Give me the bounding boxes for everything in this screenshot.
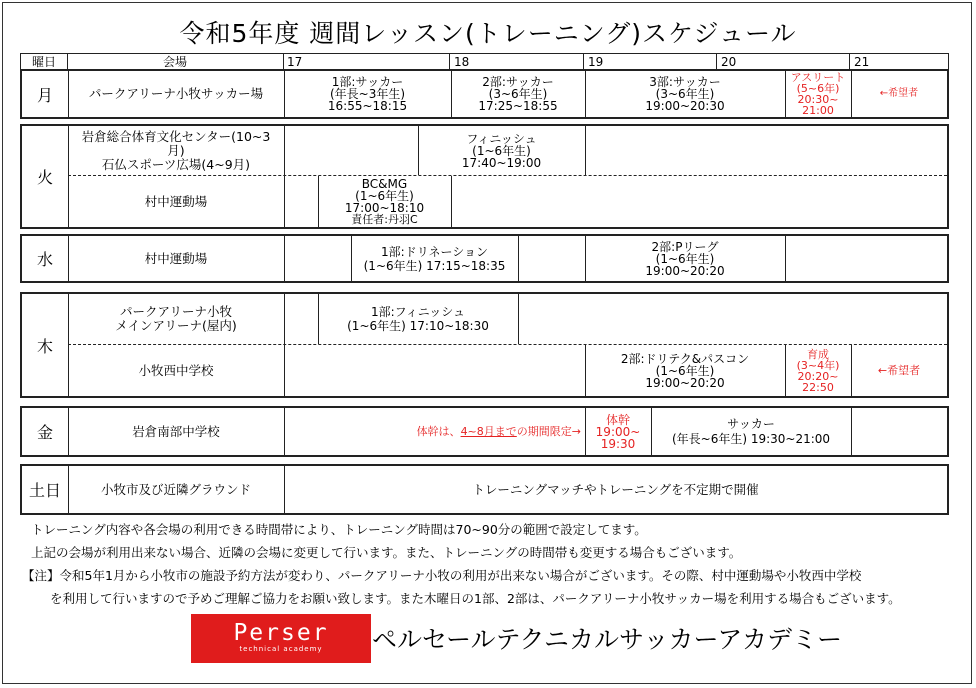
tuesday-bcmg: BC&MG (1~6年生) 17:00~18:10 責任者:丹羽C [344,176,425,226]
monday-block [20,69,949,119]
tuesday-finish: フィニッシュ (1~6年生) 17:40~19:00 [461,131,542,170]
note-4: を利用して行いますので予めご理解ご協力をお願い致します。また木曜日の1部、2部は、パークアリーナ小牧サッカー場を利用する場合もございます。 [50,591,901,606]
friday-taikan: 体幹 19:00~ 19:30 [595,412,641,451]
wednesday-label: 水 [36,250,53,269]
thursday-venue-b: 小牧西中学校 [138,362,214,378]
monday-hope-note: ←希望者 [879,88,919,99]
header-hour-20: 20 [717,54,850,69]
schedule-header [20,53,949,70]
friday-venue: 岩倉南部中学校 [132,423,220,439]
page-title: 令和5年度 週間レッスン(トレーニング)スケジュール [179,19,797,48]
thursday-hope-note: ←希望者 [877,363,921,377]
wednesday-session-1: 1部:ドリネーション (1~6年生) 17:15~18:35 [363,244,506,273]
monday-session-2: 2部:サッカー (3~6年生) 17:25~18:55 [478,75,558,113]
wednesday-block [20,234,949,283]
thursday-label: 木 [36,336,53,356]
header-hour-17: 17 [283,54,450,69]
note-3: 【注】令和5年1月から小牧市の施設予約方法が変わり、パークアリーナ小牧の利用が出来ない場合がございます。その際、村中運動場や小牧西中学校 [22,568,862,583]
wednesday-venue: 村中運動場 [144,250,208,266]
thursday-session-2: 2部:ドリテク&パスコン (1~6年生) 19:00~20:20 [620,351,750,390]
friday-label: 金 [36,423,53,442]
monday-venue: パークアリーナ小牧サッカー場 [88,86,264,101]
wednesday-session-2: 2部:Pリーグ (1~6年生) 19:00~20:20 [645,239,725,278]
weekend-venue: 小牧市及び近隣グラウンド [100,481,251,497]
header-day: 曜日 [21,54,68,69]
monday-session-1: 1部:サッカー (年長~3年生) 16:55~18:15 [327,75,408,113]
tuesday-block [20,124,949,229]
friday-limit-note: 体幹は、 4~8月まで の期間限定→ [416,424,581,438]
weekend-text: トレーニングマッチやトレーニングを不定期で開催 [472,481,759,497]
thursday-ikusei: 育成 (3~4年) 20:20~ 22:50 [796,347,840,394]
monday-athlete: アスリート (5~6年) 20:30~ 21:00 [790,71,846,117]
note-1: トレーニング内容や各会場の利用できる時間帯により、トレーニング時間は70~90分の範囲で設定してます。 [31,522,647,537]
thursday-venue-a: パークアリーナ小牧 メインアリーナ(屋内) [115,304,237,333]
friday-block [20,406,949,457]
brand-name: ペルセールテクニカルサッカーアカデミー [372,625,843,654]
header-venue: 会場 [67,54,284,69]
perser-logo: Perser technical academy [191,614,371,663]
tuesday-venue-a: 岩倉総合体育文化センター(10~3 月) 石仏スポーツ広場(4~9月) [81,128,271,172]
header-hour-18: 18 [450,54,584,69]
monday-label: 月 [36,85,53,105]
weekend-label: 土日 [28,481,61,500]
tuesday-venue-b: 村中運動場 [144,193,208,209]
note-2: 上記の会場が利用出来ない場合、近隣の会場に変更して行います。また、トレーニングの時間帯も変更する場合もございます。 [31,545,742,560]
thursday-session-1: 1部:フィニッシュ (1~6年生) 17:10~18:30 [347,305,489,333]
header-hour-21: 21 [854,54,870,69]
monday-session-3: 3部:サッカー (3~6年生) 19:00~20:30 [645,75,725,113]
friday-soccer: サッカー (年長~6年生) 19:30~21:00 [671,416,831,446]
tuesday-label: 火 [36,168,53,187]
header-hour-19: 19 [584,54,717,69]
weekend-block [20,464,949,515]
thursday-block [20,292,949,398]
